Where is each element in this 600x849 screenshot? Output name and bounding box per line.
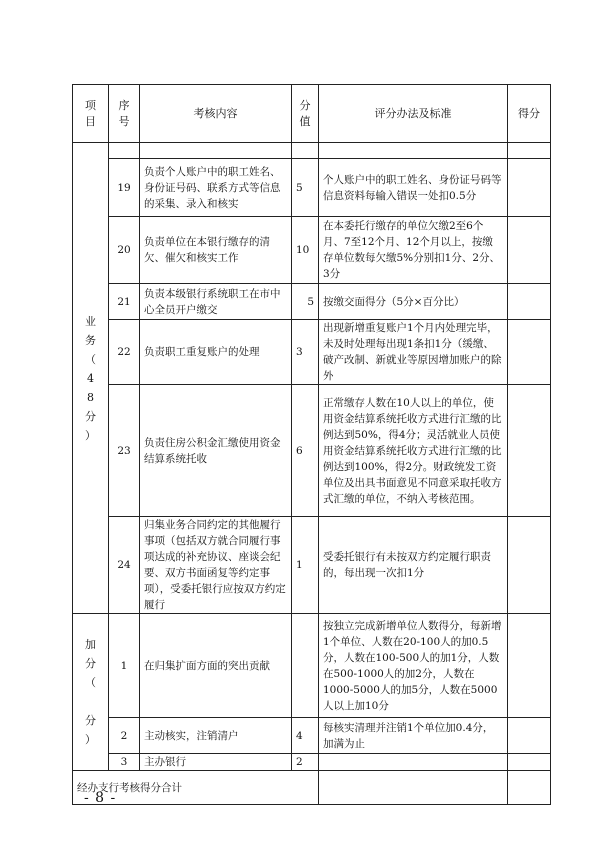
row-no: 3 [109,754,140,771]
row-value: 2 [292,754,319,771]
header-method: 评分办法及标准 [319,85,508,143]
row-no: 19 [109,159,140,217]
section-business-cell [73,143,109,614]
row-score [508,614,551,718]
header-score: 得分 [508,85,551,143]
row-score [508,517,551,614]
row-value: 10 [292,217,319,284]
row-score [508,385,551,517]
row-content: 负责单位在本银行缴存的清欠、催欠和核实工作 [140,217,292,284]
row-content: 归集业务合同约定的其他履行事项（包括双方就合同履行事项达成的补充协议、座谈会纪要、双方书面函复等约定事项），受委托银行应按双方约定履行 [140,517,292,614]
row-content: 在归集扩面方面的突出贡献 [140,614,292,718]
header-content: 考核内容 [140,85,292,143]
table-row [73,284,551,320]
total-label: 经办支行考核得分合计 [73,771,319,805]
row-value: 3 [292,320,319,385]
row-content: 主办银行 [140,754,292,771]
table-row [73,718,551,754]
table-row [73,517,551,614]
header-item: 项 目 [73,85,109,143]
row-method: 正常缴存人数在10人以上的单位，使用资金结算系统托收方式进行汇缴的比例达到50%，得4分；灵活就业人员使用资金结算系统托收方式进行汇缴的比例达到100%，得2分。财政统发工资单位及出具书面意见不同意采取托收方式汇缴的单位，不纳入考核范围。 [319,385,508,517]
row-content: 负责职工重复账户的处理 [140,320,292,385]
row-method: 每核实清理并注销1个单位加0.4分，加满为止 [319,718,508,754]
row-value: 4 [292,718,319,754]
table-row [73,754,551,771]
row-score [508,159,551,217]
row-content: 负责住房公积金汇缴使用资金结算系统托收 [140,385,292,517]
row-value: 6 [292,385,319,517]
row-value: 5 [292,159,319,217]
section-bonus-cell [73,614,109,771]
row-value: 1 [292,517,319,614]
row-method [319,754,508,771]
section-business-label: 业 务 （ 4 8 分 ） [85,314,96,442]
row-value: 5 [292,284,319,320]
row-no: 22 [109,320,140,385]
row-content: 主动核实，注销清户 [140,718,292,754]
row-no: 1 [109,614,140,718]
total-row [73,771,551,805]
row-method: 在本委托行缴存的单位欠缴2至6个月、7至12个月、12个月以上，按缴存单位数每欠缴5%分别扣1分、2分、3分 [319,217,508,284]
table-row [73,614,551,718]
table-row [73,217,551,284]
header-score-value: 分 值 [292,85,319,143]
row-score [508,718,551,754]
section-bonus-label: 加 分 （ 分 ） [85,638,96,746]
row-score [508,217,551,284]
table-header-row [73,85,551,143]
row-score [508,320,551,385]
table-row [73,159,551,217]
row-no: 2 [109,718,140,754]
row-method: 按缴交面得分（5分×百分比） [319,284,508,320]
row-no: 23 [109,385,140,517]
table-row [73,385,551,517]
row-score [508,754,551,771]
row-method: 个人账户中的职工姓名、身份证号码等信息资料每输入错误一处扣0.5分 [319,159,508,217]
table-row [73,320,551,385]
row-content: 负责个人账户中的职工姓名、身份证号码、联系方式等信息的采集、录入和核实 [140,159,292,217]
page-number: - 8 - [84,790,117,806]
row-method: 出现新增重复账户1个月内处理完毕，未及时处理每出现1条扣1分（缓缴、破产改制、新就业等原因增加账户的除外 [319,320,508,385]
row-method: 受委托银行有未按双方约定履行职责的，每出现一次扣1分 [319,517,508,614]
row-content: 负责本级银行系统职工在市中心全员开户缴交 [140,284,292,320]
row-no: 20 [109,217,140,284]
row-value [292,614,319,718]
row-no: 24 [109,517,140,614]
header-no: 序 号 [109,85,140,143]
assessment-table [72,84,551,805]
row-method: 按独立完成新增单位人数得分，每新增1个单位、人数在20-100人的加0.5分，人数在100-500人的加1分，人数在500-1000人的加2分，人数在1000-5000人的加5分，人数在5000人以上加10分 [319,614,508,718]
row-score [508,284,551,320]
spacer-row [73,143,551,159]
row-no: 21 [109,284,140,320]
